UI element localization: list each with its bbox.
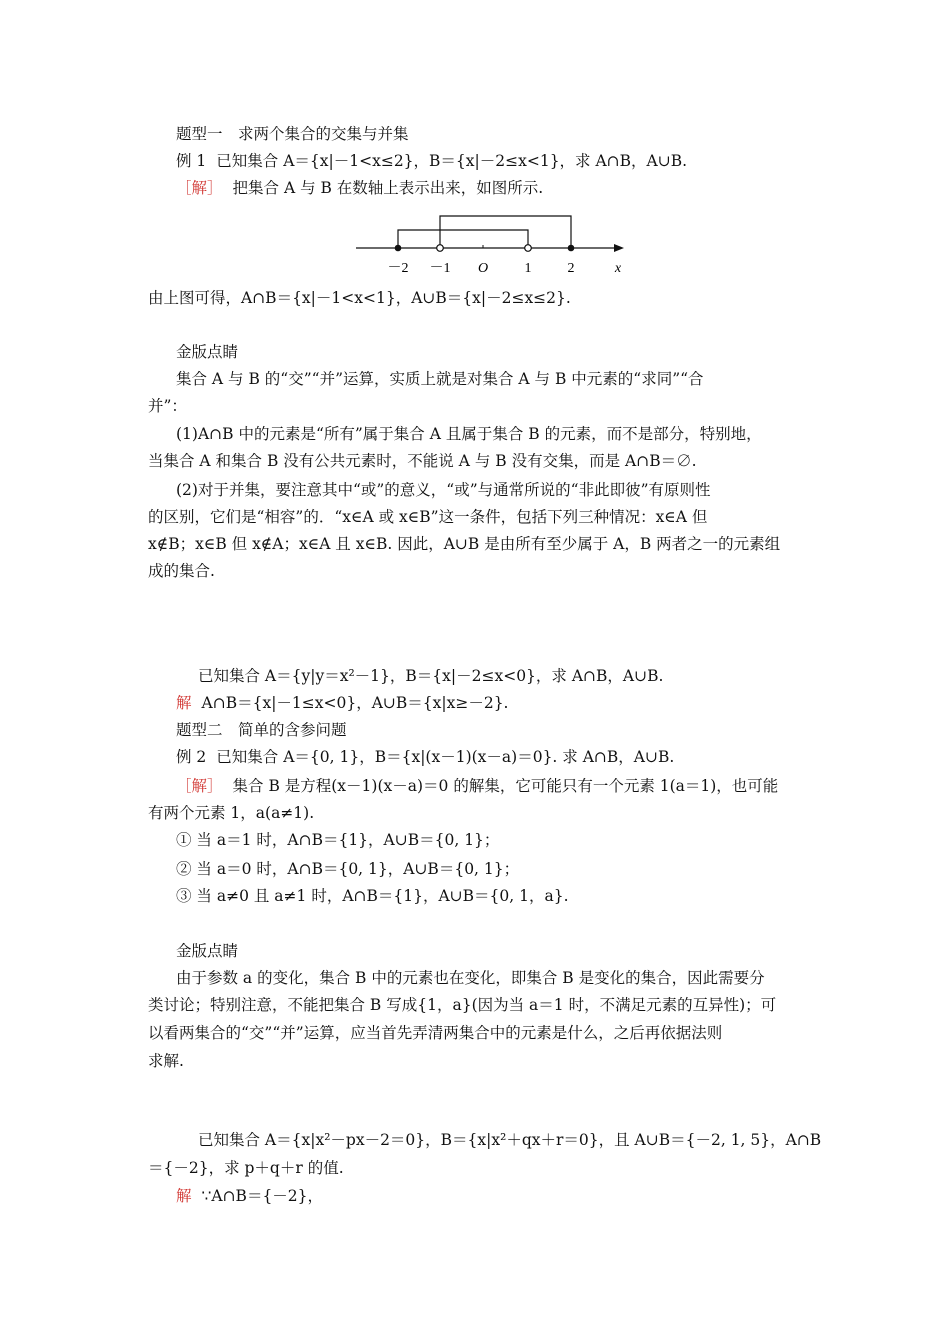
solution1-label: ［解］ bbox=[176, 179, 223, 197]
note1-p3-line1: (2)对于并集，要注意其中“或”的意义，“或”与通常所说的“非此即彼”有原则性 bbox=[176, 481, 711, 499]
example2-label: 例 2 bbox=[176, 748, 207, 766]
note1-p1-line1: 集合 A 与 B 的“交”“并”运算，实质上就是对集合 A 与 B 中元素的“求同”“合 bbox=[176, 370, 704, 388]
example1 bbox=[176, 151, 687, 171]
example1-text: 已知集合 A＝{x|－1<x≤2}，B＝{x|－2≤x<1}，求 A∩B，A∪B. bbox=[216, 152, 688, 170]
solution2-label: ［解］ bbox=[176, 777, 223, 795]
case3: ③ 当 a≠0 且 a≠1 时，A∩B＝{1}，A∪B＝{0, 1，a}. bbox=[176, 887, 569, 905]
point-1-open bbox=[525, 245, 532, 252]
tick-label: －1 bbox=[429, 261, 451, 276]
practice2-question-line1: 已知集合 A＝{x|x²－px－2＝0}，B＝{x|x²＋qx＋r＝0}，且 A∪B＝{－2, 1, 5}，A∩B bbox=[198, 1131, 822, 1149]
note1-p3-line4: 成的集合. bbox=[148, 562, 215, 580]
number-line-figure bbox=[356, 208, 636, 278]
case2: ② 当 a＝0 时，A∩B＝{0, 1}，A∪B＝{0, 1}； bbox=[176, 860, 520, 878]
practice2-question-line2: ＝{－2}，求 p＋q＋r 的值. bbox=[148, 1159, 344, 1177]
set-B-bracket bbox=[440, 216, 571, 248]
solution1 bbox=[176, 178, 543, 198]
point-minus2-closed bbox=[395, 245, 402, 252]
note1-p2-line1: (1)A∩B 中的元素是“所有”属于集合 A 且属于集合 B 的元素，而不是部分，特别地， bbox=[176, 425, 762, 443]
axis-label-x: x bbox=[614, 261, 622, 276]
practice2-solution-text: ∵A∩B＝{－2}， bbox=[201, 1187, 324, 1205]
note1-p2-line2: 当集合 A 和集合 B 没有公共元素时，不能说 A 与 B 没有交集，而是 A∩B＝∅. bbox=[148, 452, 697, 470]
note1-p3-line2: 的区别，它们是“相容”的．“x∈A 或 x∈B”这一条件，包括下列三种情况：x∈A 但 bbox=[148, 508, 708, 526]
example1-label: 例 1 bbox=[176, 152, 207, 170]
practice2-solution-label: 解 bbox=[176, 1187, 192, 1205]
note2-line1: 由于参数 a 的变化，集合 B 中的元素也在变化，即集合 B 是变化的集合，因此需要分 bbox=[176, 969, 765, 987]
note2-title: 金版点睛 bbox=[176, 942, 239, 960]
tick-label-origin: O bbox=[477, 261, 489, 276]
note1-p1-line2: 并”： bbox=[148, 397, 187, 415]
practice1-solution-label: 解 bbox=[176, 694, 192, 712]
point-2-closed bbox=[568, 245, 575, 252]
practice2-solution bbox=[176, 1186, 323, 1206]
note1-p3-line3: x∉B；x∈B 但 x∉A；x∈A 且 x∈B. 因此，A∪B 是由所有至少属于 A，B 两者之一的元素组 bbox=[148, 535, 781, 553]
solution2-text: 集合 B 是方程(x－1)(x－a)＝0 的解集，它可能只有一个元素 1(a＝1)，也可能 bbox=[232, 777, 779, 795]
solution2-line2: 有两个元素 1，a(a≠1). bbox=[148, 804, 315, 822]
axis-arrow-icon bbox=[614, 244, 624, 252]
tick-label: 1 bbox=[524, 261, 532, 276]
type2-heading: 题型二 简单的含参问题 bbox=[176, 721, 347, 739]
case1: ① 当 a＝1 时，A∩B＝{1}，A∪B＝{0, 1}； bbox=[176, 831, 500, 849]
practice1-question: 已知集合 A＝{y|y＝x²－1}，B＝{x|－2≤x<0}，求 A∩B，A∪B. bbox=[198, 667, 664, 685]
practice1-solution bbox=[176, 693, 509, 713]
tick-label: －2 bbox=[387, 261, 409, 276]
tick-label: 2 bbox=[567, 261, 575, 276]
point-minus1-open bbox=[437, 245, 444, 252]
note1-title: 金版点睛 bbox=[176, 343, 239, 361]
example2-text: 已知集合 A＝{0, 1}，B＝{x|(x－1)(x－a)＝0}. 求 A∩B，A∪B. bbox=[216, 748, 675, 766]
set-A-bracket bbox=[398, 230, 528, 248]
result1: 由上图可得，A∩B＝{x|－1<x<1}，A∪B＝{x|－2≤x≤2}. bbox=[148, 289, 571, 307]
solution1-text: 把集合 A 与 B 在数轴上表示出来，如图所示. bbox=[232, 179, 544, 197]
solution2-line1 bbox=[176, 776, 778, 796]
note2-line2: 类讨论；特别注意，不能把集合 B 写成{1，a}(因为当 a＝1 时，不满足元素的互异性)；可 bbox=[148, 996, 777, 1014]
note2-line4: 求解. bbox=[148, 1052, 184, 1070]
type1-heading: 题型一 求两个集合的交集与并集 bbox=[176, 125, 409, 143]
note2-line3: 以看两集合的“交”“并”运算，应当首先弄清两集合中的元素是什么，之后再依据法则 bbox=[148, 1024, 723, 1042]
example2 bbox=[176, 747, 674, 767]
practice1-solution-text: A∩B＝{x|－1≤x<0}，A∪B＝{x|x≥－2}. bbox=[201, 694, 509, 712]
